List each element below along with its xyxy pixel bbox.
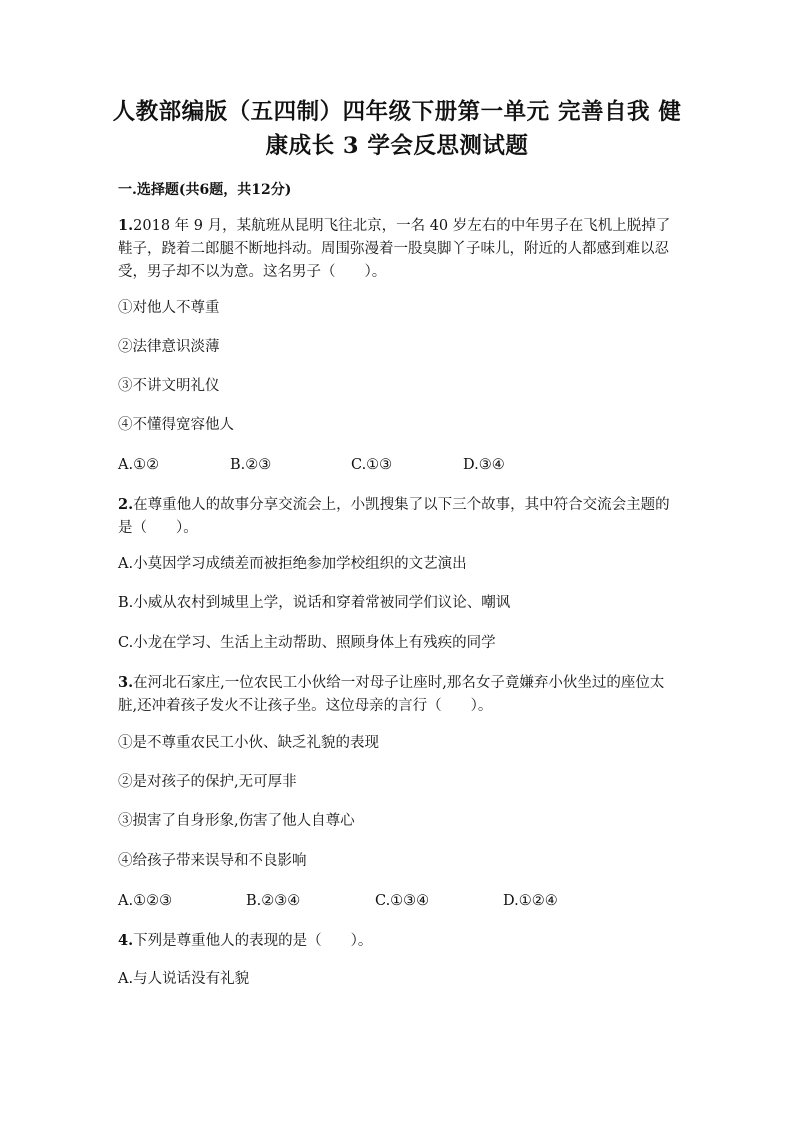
question-3-options xyxy=(118,890,678,912)
question-2-stem xyxy=(118,493,678,540)
question-4-stem xyxy=(118,929,678,953)
question-2-option-c[interactable]: C.小龙在学习、生活上主动帮助、照顾身体上有残疾的同学 xyxy=(118,635,496,651)
option-a[interactable]: A.①②③ xyxy=(118,893,173,909)
question-1-item-1: ①对他人不尊重 xyxy=(118,300,220,316)
question-number: 1. xyxy=(118,217,134,234)
question-1-options xyxy=(118,454,678,476)
question-1-item-2: ②法律意识淡薄 xyxy=(118,339,220,355)
question-1-item-4: ④不懂得宽容他人 xyxy=(118,417,234,433)
question-text: 2018 年 9 月，某航班从昆明飞往北京，一名 40 岁左右的中年男子在飞机上脱掉了鞋子，跷着二郎腿不断地抖动。周围弥漫着一股臭脚丫子味儿，附近的人都感到难以忍受，男子却不以为意。这名男子（ ）。 xyxy=(118,218,671,280)
question-text: 在尊重他人的故事分享交流会上，小凯搜集了以下三个故事，其中符合交流会主题的是（ ）。 xyxy=(118,497,670,536)
question-3-stem xyxy=(118,671,678,718)
question-4-option-a[interactable]: A.与人说话没有礼貌 xyxy=(118,971,250,987)
question-1-item-3: ③不讲文明礼仪 xyxy=(118,378,220,394)
question-2-option-a[interactable]: A.小莫因学习成绩差而被拒绝参加学校组织的文艺演出 xyxy=(118,556,467,572)
option-d[interactable]: D.③④ xyxy=(463,457,505,473)
option-b[interactable]: B.②③④ xyxy=(246,893,301,909)
page-title: 人教部编版（五四制）四年级下册第一单元 完善自我 健康成长 3 学会反思测试题 xyxy=(112,99,682,159)
question-3-item-4: ④给孩子带来误导和不良影响 xyxy=(118,853,307,869)
option-c[interactable]: C.①③ xyxy=(351,457,393,473)
question-3-item-1: ①是不尊重农民工小伙、缺乏礼貌的表现 xyxy=(118,735,379,751)
question-2-option-b[interactable]: B.小威从农村到城里上学，说话和穿着常被同学们议论、嘲讽 xyxy=(118,595,511,611)
section-heading: 一.选择题(共6题，共12分) xyxy=(118,182,292,198)
option-b[interactable]: B.②③ xyxy=(230,457,272,473)
question-text: 在河北石家庄,一位农民工小伙给一对母子让座时,那名女子竟嫌弃小伙坐过的座位太脏,还冲着孩子发火不让孩子坐。这位母亲的言行（ ）。 xyxy=(118,675,665,714)
question-text: 下列是尊重他人的表现的是（ ）。 xyxy=(133,933,373,949)
question-1-stem xyxy=(118,214,678,284)
option-a[interactable]: A.①② xyxy=(118,457,160,473)
question-number: 2. xyxy=(118,496,134,513)
question-number: 4. xyxy=(118,932,134,949)
question-3-item-2: ②是对孩子的保护,无可厚非 xyxy=(118,774,297,790)
option-d[interactable]: D.①②④ xyxy=(503,893,558,909)
option-c[interactable]: C.①③④ xyxy=(375,893,430,909)
question-3-item-3: ③损害了自身形象,伤害了他人自尊心 xyxy=(118,813,355,829)
question-number: 3. xyxy=(118,674,134,691)
